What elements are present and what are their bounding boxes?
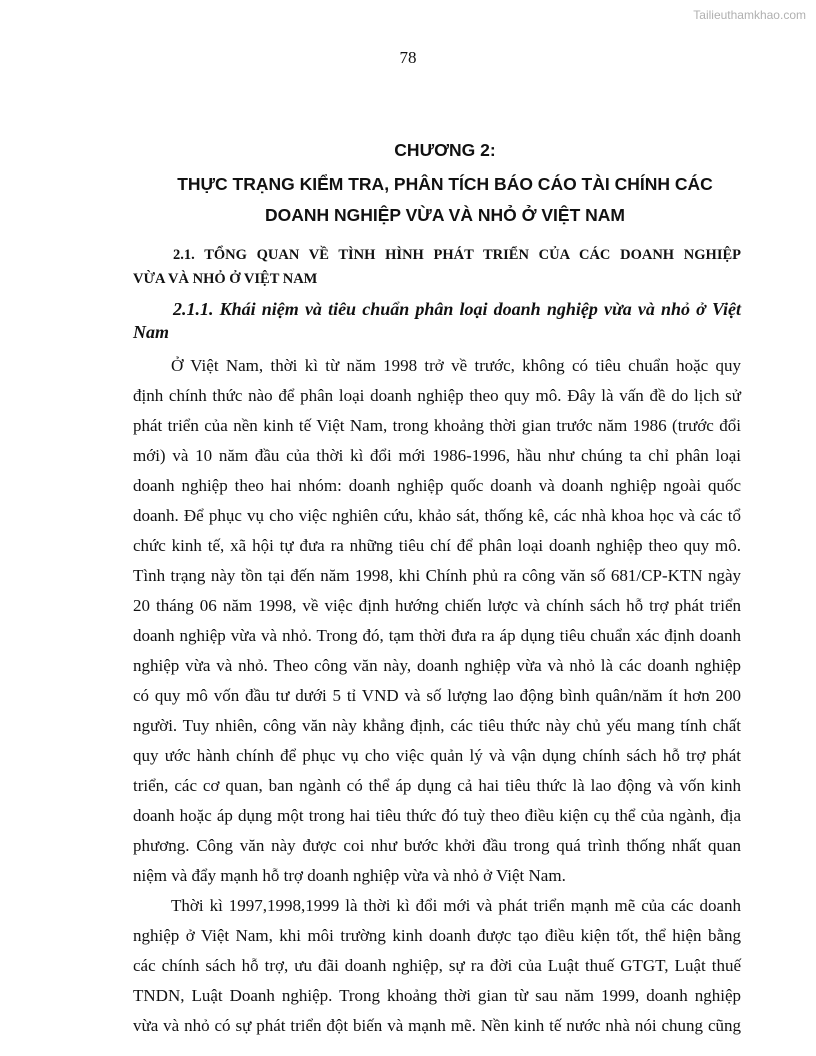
paragraph-line: mới) và 10 năm đầu của thời kì đổi mới 1986-1996, hầu như chúng ta chỉ phân loại <box>133 446 741 465</box>
paragraph-line: TNDN, Luật Doanh nghiệp. Trong khoảng thời gian từ sau năm 1999, doanh nghiệp <box>133 986 741 1005</box>
paragraph-line: doanh nghiệp theo hai nhóm: doanh nghiệp quốc doanh và doanh nghiệp ngoài quốc <box>133 476 741 495</box>
body-paragraph <box>133 891 741 1041</box>
paragraph-line: Ở Việt Nam, thời kì từ năm 1998 trở về trước, không có tiêu chuẩn hoặc quy <box>171 356 741 375</box>
body-paragraph <box>133 351 741 891</box>
section-heading-line: 2.1. TỔNG QUAN VỀ TÌNH HÌNH PHÁT TRIỂN CỦA CÁC DOANH NGHIỆP <box>173 247 741 263</box>
paragraph-line: quy ước hành chính để phục vụ cho việc quản lý và vận dụng chính sách hỗ trợ phát <box>133 746 741 765</box>
watermark: Tailieuthamkhao.com <box>693 8 806 22</box>
subsection-heading <box>133 299 741 345</box>
paragraph-line: chức kinh tế, xã hội tự đưa ra những tiêu chí để phân loại doanh nghiệp theo quy mô. <box>133 536 741 555</box>
paragraph-line: doanh hoặc áp dụng một trong hai tiêu thức đó tuỳ theo điều kiện cụ thể của ngành, địa <box>133 806 741 825</box>
paragraph-line: phát triển của nền kinh tế Việt Nam, trong khoảng thời gian trước năm 1986 (trước đổi <box>133 416 741 435</box>
subsection-heading-line: Nam <box>133 322 169 342</box>
paragraph-line: nghiệp ở Việt Nam, khi môi trường kinh doanh được tạo điều kiện tốt, thể hiện bằng <box>133 926 741 945</box>
paragraph-line: người. Tuy nhiên, công văn này khẳng định, các tiêu thức này chủ yếu mang tính chất <box>133 716 741 735</box>
paragraph-line: Tình trạng này tồn tại đến năm 1998, khi Chính phủ ra công văn số 681/CP-KTN ngày <box>133 566 741 585</box>
paragraph-line: phương. Công văn này được coi như bước khởi đầu trong quá trình thống nhất quan <box>133 836 741 855</box>
chapter-title-line: DOANH NGHIỆP VỪA VÀ NHỎ Ở VIỆT NAM <box>264 205 626 225</box>
paragraph-line: có quy mô vốn đầu tư dưới 5 tỉ VND và số lượng lao động bình quân/năm ít hơn 200 <box>133 686 741 705</box>
paragraph-line: doanh. Để phục vụ cho việc nghiên cứu, khảo sát, thống kê, các nhà khoa học và các tổ <box>133 506 741 525</box>
paragraph-line: Thời kì 1997,1998,1999 là thời kì đổi mới và phát triển mạnh mẽ của các doanh <box>171 896 741 915</box>
paragraph-line: vừa và nhỏ có sự phát triển đột biến và mạnh mẽ. Nền kinh tế nước nhà nói chung cũng <box>133 1016 741 1035</box>
paragraph-line: nghiệp vừa và nhỏ. Theo công văn này, doanh nghiệp vừa và nhỏ là các doanh nghiệp <box>133 656 741 675</box>
page-number: 78 <box>399 48 417 67</box>
section-heading <box>133 247 741 295</box>
paragraph-line: định chính thức nào để phân loại doanh nghiệp theo quy mô. Đây là vấn đề do lịch sử <box>133 386 741 405</box>
paragraph-line: 20 tháng 06 năm 1998, về việc định hướng chiến lược và chính sách hỗ trợ phát triển <box>133 596 741 615</box>
chapter-title-line: THỰC TRẠNG KIỂM TRA, PHÂN TÍCH BÁO CÁO TÀI CHÍNH CÁC <box>177 174 713 194</box>
chapter-number: CHƯƠNG 2: <box>394 140 496 160</box>
section-heading-line: VỪA VÀ NHỎ Ở VIỆT NAM <box>133 271 318 287</box>
subsection-heading-line: 2.1.1. Khái niệm và tiêu chuẩn phân loại doanh nghiệp vừa và nhỏ ở Việt <box>173 299 741 319</box>
paragraph-line: các chính sách hỗ trợ, ưu đãi doanh nghiệp, sự ra đời của Luật thuế GTGT, Luật thuế <box>133 956 741 975</box>
paragraph-line: triển, các cơ quan, ban ngành có thể áp dụng cả hai tiêu thức là lao động và vốn kinh <box>133 776 741 795</box>
paragraph-line: niệm và đẩy mạnh hỗ trợ doanh nghiệp vừa và nhỏ ở Việt Nam. <box>133 866 566 885</box>
paragraph-line: doanh nghiệp vừa và nhỏ. Trong đó, tạm thời đưa ra áp dụng tiêu chuẩn xác định doanh <box>133 626 741 645</box>
